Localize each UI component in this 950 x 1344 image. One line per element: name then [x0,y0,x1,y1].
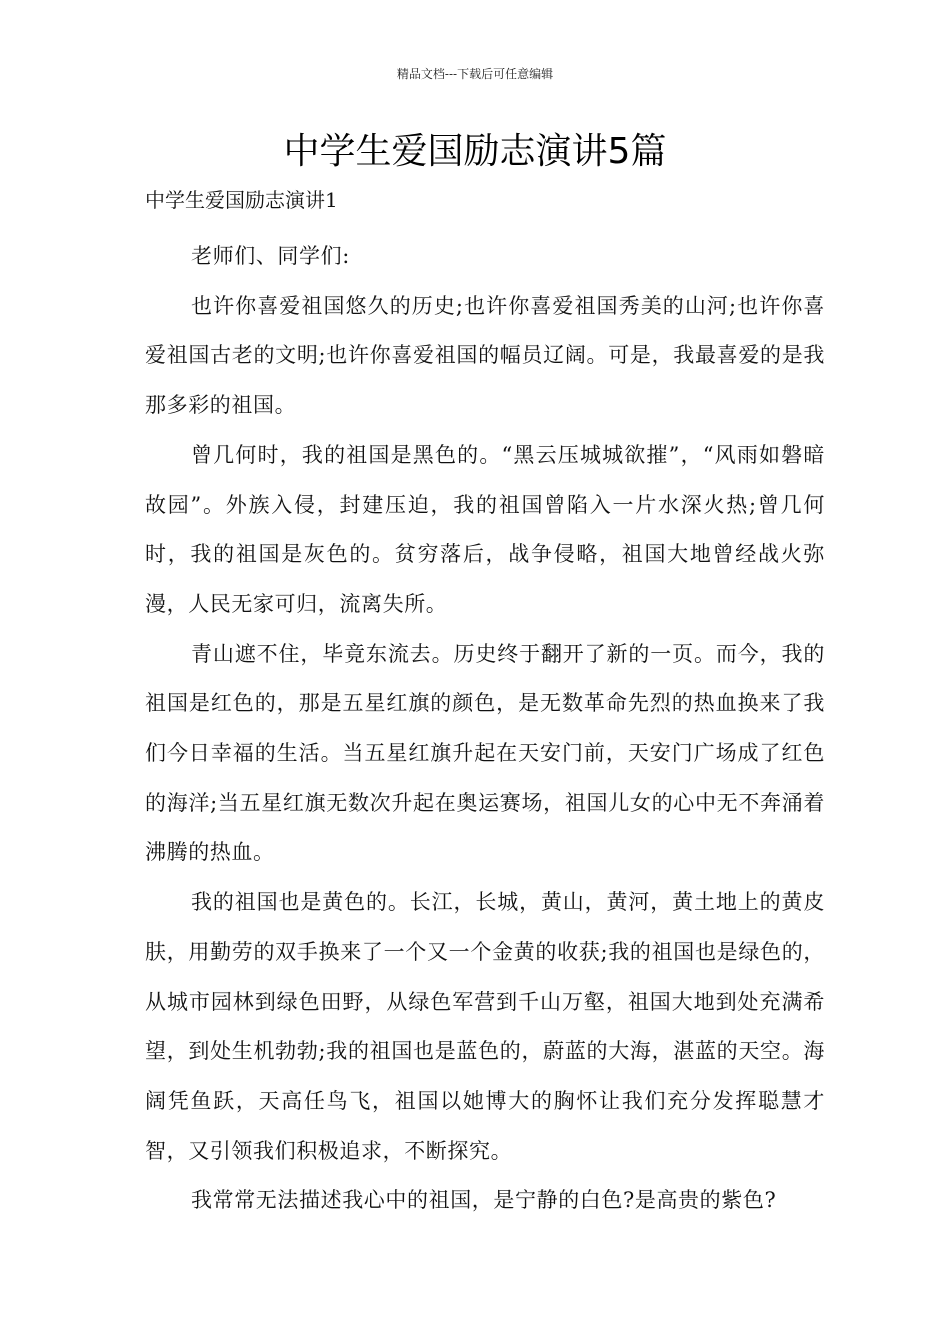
paragraph-5: 我常常无法描述我心中的祖国，是宁静的白色?是高贵的紫色? [191,1188,777,1213]
salutation: 老师们、同学们: [191,244,350,268]
paragraph-2: 曾几何时，我的祖国是黑色的。“黑云压城城欲摧”，“风雨如磐暗故园”。外族入侵，封建压迫，我的祖国曾陷入一片水深火热;曾几何时，我的祖国是灰色的。贫穷落后，战争侵略，祖国大地曾经战火弥漫，人民无家可归，流离失所。 [145,442,825,616]
speech-body [145,232,825,1226]
speech-subtitle: 中学生爱国励志演讲1 [145,188,338,212]
document-title: 中学生爱国励志演讲5篇 [283,131,667,172]
document-header-note: 精品文档---下载后可任意编辑 [396,67,554,81]
paragraph-4: 我的祖国也是黄色的。长江，长城，黄山，黄河，黄土地上的黄皮肤，用勤劳的双手换来了一个又一个金黄的收获;我的祖国也是绿色的，从城市园林到绿色田野，从绿色军营到千山万壑，祖国大地到处充满希望，到处生机勃勃;我的祖国也是蓝色的，蔚蓝的大海，湛蓝的天空。海阔凭鱼跃，天高任鸟飞，祖国以她博大的胸怀让我们充分发挥聪慧才智，又引领我们积极追求，不断探究。 [145,890,825,1163]
paragraph-1: 也许你喜爱祖国悠久的历史;也许你喜爱祖国秀美的山河;也许你喜爱祖国古老的文明;也许你喜爱祖国的幅员辽阔。可是，我最喜爱的是我那多彩的祖国。 [145,293,825,418]
paragraph-3: 青山遮不住，毕竟东流去。历史终于翻开了新的一页。而今，我的祖国是红色的，那是五星红旗的颜色，是无数革命先烈的热血换来了我们今日幸福的生活。当五星红旗升起在天安门前，天安门广场成了红色的海洋;当五星红旗无数次升起在奥运赛场，祖国儿女的心中无不奔涌着沸腾的热血。 [145,641,825,865]
